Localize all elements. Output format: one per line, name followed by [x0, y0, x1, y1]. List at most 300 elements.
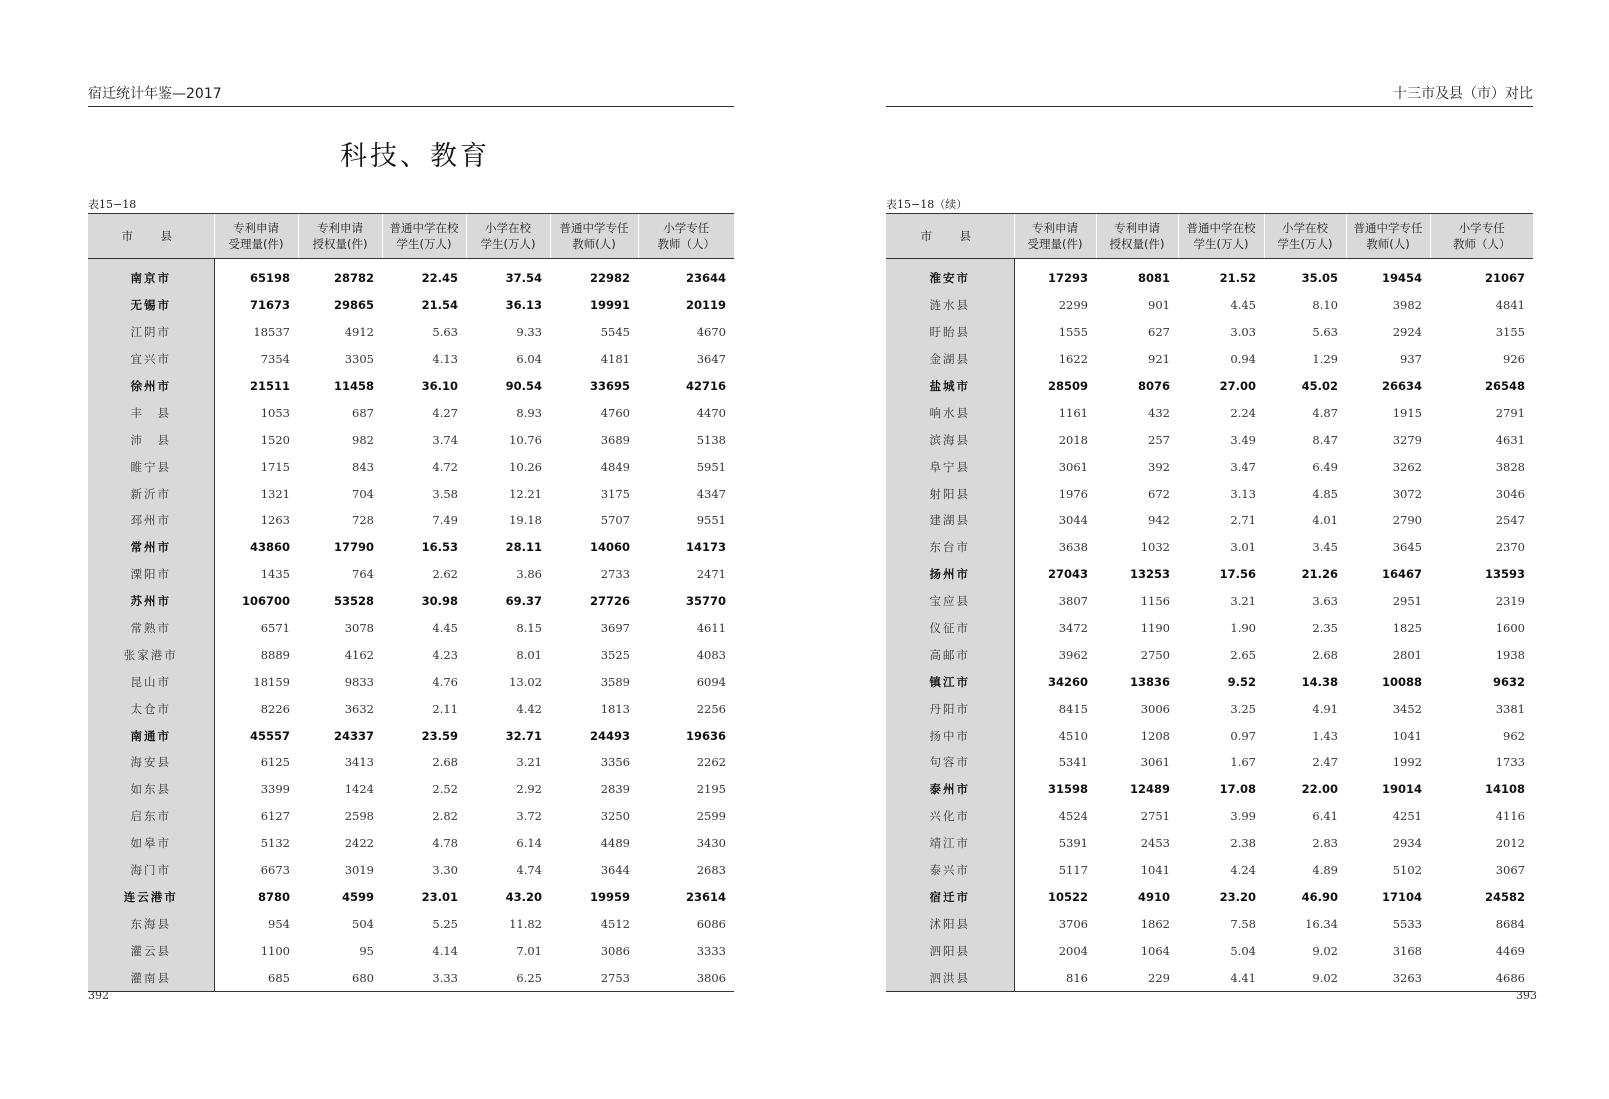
table-cell: 6094 [696, 674, 726, 689]
table-cell: 1733 [1495, 755, 1525, 770]
table-row [886, 641, 1533, 668]
table-cell: 764 [352, 567, 374, 582]
table-cell: 2.52 [432, 782, 458, 797]
table-cell: 16467 [1381, 567, 1422, 582]
table-cell: 23.01 [421, 889, 458, 904]
table-cell: 7354 [260, 352, 290, 367]
table-cell: 4.74 [516, 863, 542, 878]
table-row [886, 722, 1533, 749]
table-cell: 2951 [1392, 594, 1422, 609]
page-number: 393 [1516, 989, 1537, 1002]
table-cell: 680 [298, 964, 382, 991]
table-cell: 2012 [1495, 836, 1525, 851]
table-row [88, 910, 734, 937]
table-cell: 4760 [600, 405, 630, 420]
table-row [886, 830, 1533, 857]
table-cell: 1938 [1495, 647, 1525, 662]
table-cell: 17293 [1047, 271, 1088, 286]
table-cell: 9.02 [1264, 964, 1346, 991]
table-cell: 3.49 [1230, 432, 1256, 447]
table-cell: 2319 [1495, 594, 1525, 609]
table-cell: 2791 [1495, 405, 1525, 420]
table-cell: 229 [1096, 964, 1178, 991]
row-name: 东台市 [886, 534, 1014, 561]
table-label: 表15−18（续） [886, 198, 968, 211]
table-cell: 3168 [1392, 943, 1422, 958]
row-name: 东海县 [88, 910, 214, 937]
table-cell: 4.01 [1312, 513, 1338, 528]
table-cell: 21.54 [421, 298, 458, 313]
table-cell: 35.05 [1301, 271, 1338, 286]
row-name: 新沂市 [88, 480, 214, 507]
table-cell: 2471 [696, 567, 726, 582]
column-header-name: 市 县 [886, 214, 1014, 259]
table-row [886, 883, 1533, 910]
table-cell: 3706 [1058, 916, 1088, 931]
table-cell: 19454 [1381, 271, 1422, 286]
table-cell: 5.63 [432, 325, 458, 340]
table-cell: 18537 [253, 325, 290, 340]
table-cell: 4.45 [432, 621, 458, 636]
table-cell: 23.20 [1219, 889, 1256, 904]
table-cell: 1.67 [1230, 755, 1256, 770]
table-row [88, 292, 734, 319]
table-cell: 24493 [589, 728, 630, 743]
table-cell: 3086 [600, 943, 630, 958]
row-name: 阜宁县 [886, 453, 1014, 480]
table-header-row [88, 214, 734, 259]
table-cell: 7.01 [516, 943, 542, 958]
table-cell: 926 [1503, 352, 1525, 367]
table-cell: 6125 [260, 755, 290, 770]
row-name: 泗阳县 [886, 937, 1014, 964]
table-cell: 2370 [1495, 540, 1525, 555]
table-cell: 9.33 [516, 325, 542, 340]
table-cell: 4631 [1495, 432, 1525, 447]
table-cell: 27726 [589, 594, 630, 609]
table-cell: 5951 [696, 459, 726, 474]
row-name: 海安县 [88, 749, 214, 776]
table-cell: 12489 [1129, 782, 1170, 797]
table-cell: 4.85 [1312, 486, 1338, 501]
table-cell: 28.11 [505, 540, 542, 555]
table-cell: 10522 [1047, 889, 1088, 904]
row-name: 射阳县 [886, 480, 1014, 507]
table-body [886, 259, 1533, 992]
table-cell: 22982 [589, 271, 630, 286]
table-cell: 2.83 [1312, 836, 1338, 851]
row-name: 盐城市 [886, 373, 1014, 400]
table-cell: 1862 [1140, 916, 1170, 931]
table-row [88, 373, 734, 400]
table-cell: 46.90 [1301, 889, 1338, 904]
row-name: 睢宁县 [88, 453, 214, 480]
table-row [88, 453, 734, 480]
table-cell: 90.54 [505, 379, 542, 393]
table-cell: 5391 [1058, 836, 1088, 851]
table-cell: 3250 [600, 809, 630, 824]
table-cell: 6127 [260, 809, 290, 824]
table-cell: 3263 [1346, 964, 1430, 991]
row-name: 常熟市 [88, 615, 214, 642]
row-name: 扬州市 [886, 561, 1014, 588]
table-cell: 2790 [1392, 513, 1422, 528]
table-cell: 4.91 [1312, 701, 1338, 716]
table-cell: 7.58 [1230, 916, 1256, 931]
table-cell: 3067 [1495, 863, 1525, 878]
table-cell: 2733 [600, 567, 630, 582]
table-cell: 3962 [1058, 647, 1088, 662]
row-name: 南京市 [88, 259, 214, 292]
table-row [88, 641, 734, 668]
row-name: 高邮市 [886, 641, 1014, 668]
row-name: 泰兴市 [886, 857, 1014, 884]
table-cell: 43.20 [505, 889, 542, 904]
table-cell: 3828 [1495, 459, 1525, 474]
table-cell: 8.93 [516, 405, 542, 420]
table-cell: 3.45 [1312, 540, 1338, 555]
table-row [886, 668, 1533, 695]
table-row [88, 695, 734, 722]
table-cell: 3.21 [516, 755, 542, 770]
table-cell: 23614 [685, 889, 726, 904]
table-cell: 3072 [1392, 486, 1422, 501]
table-row [88, 588, 734, 615]
table-cell: 9.02 [1312, 943, 1338, 958]
table-cell: 23.59 [421, 728, 458, 743]
table-cell: 3525 [600, 647, 630, 662]
row-name: 泰州市 [886, 776, 1014, 803]
table-cell: 26634 [1381, 379, 1422, 393]
table-cell: 1555 [1058, 325, 1088, 340]
table-row [886, 319, 1533, 346]
table-cell: 1161 [1058, 405, 1088, 420]
table-cell: 42716 [685, 379, 726, 393]
table-cell: 2.68 [1312, 647, 1338, 662]
table-cell: 4116 [1495, 809, 1525, 824]
table-cell: 1825 [1392, 621, 1422, 636]
table-cell: 4.14 [432, 943, 458, 958]
table-cell: 1263 [260, 513, 290, 528]
row-name: 宝应县 [886, 588, 1014, 615]
row-name: 南通市 [88, 722, 214, 749]
table-cell: 1100 [260, 943, 290, 958]
table-cell: 4470 [696, 405, 726, 420]
table-cell: 8889 [260, 647, 290, 662]
table-cell: 4.78 [432, 836, 458, 851]
table-cell: 1915 [1392, 405, 1422, 420]
table-cell: 3.21 [1230, 594, 1256, 609]
table-cell: 504 [352, 916, 374, 931]
table-cell: 3061 [1058, 459, 1088, 474]
column-header: 小学专任 教师（人） [1430, 214, 1533, 259]
table-row [88, 668, 734, 695]
table-cell: 4.76 [432, 674, 458, 689]
column-header-name: 市 县 [88, 214, 214, 259]
table-cell: 2422 [344, 836, 374, 851]
table-cell: 33695 [589, 379, 630, 393]
table-cell: 21.52 [1219, 271, 1256, 286]
table-row [88, 937, 734, 964]
table-cell: 2750 [1140, 647, 1170, 662]
table-cell: 3175 [600, 486, 630, 501]
table-cell: 22.45 [421, 271, 458, 286]
table-cell: 3.86 [516, 567, 542, 582]
table-row [886, 964, 1533, 991]
table-row [88, 883, 734, 910]
table-cell: 4469 [1495, 943, 1525, 958]
running-head: 十三市及县（市）对比 [886, 84, 1533, 107]
table-cell: 36.10 [421, 379, 458, 393]
table-cell: 2924 [1392, 325, 1422, 340]
running-head: 宿迁统计年鉴—2017 [88, 84, 734, 107]
table-cell: 2453 [1140, 836, 1170, 851]
table-cell: 6673 [260, 863, 290, 878]
table-cell: 10.76 [509, 432, 542, 447]
table-cell: 7.49 [432, 513, 458, 528]
table-cell: 3155 [1495, 325, 1525, 340]
table-cell: 3305 [344, 352, 374, 367]
table-cell: 1156 [1140, 594, 1170, 609]
table-cell: 2262 [696, 755, 726, 770]
table-cell: 23644 [685, 271, 726, 286]
table-cell: 1.90 [1230, 621, 1256, 636]
table-cell: 0.97 [1230, 728, 1256, 743]
table-cell: 26548 [1484, 379, 1525, 393]
column-header: 普通中学在校 学生(万人) [1178, 214, 1264, 259]
table-cell: 1520 [260, 432, 290, 447]
table-cell: 4.87 [1312, 405, 1338, 420]
table-row [88, 480, 734, 507]
table-row [88, 507, 734, 534]
table-cell: 21.26 [1301, 567, 1338, 582]
table-cell: 5132 [260, 836, 290, 851]
table-cell: 5545 [600, 325, 630, 340]
table-cell: 13593 [1484, 567, 1525, 582]
table-cell: 2.65 [1230, 647, 1256, 662]
row-name: 连云港市 [88, 883, 214, 910]
row-name: 海门市 [88, 857, 214, 884]
table-cell: 2801 [1392, 647, 1422, 662]
table-row [88, 722, 734, 749]
page-number: 392 [88, 989, 109, 1002]
table-cell: 69.37 [505, 594, 542, 609]
table-cell: 685 [214, 964, 298, 991]
left-page [0, 0, 804, 1099]
row-name: 盱眙县 [886, 319, 1014, 346]
row-name: 无锡市 [88, 292, 214, 319]
table-cell: 24582 [1484, 889, 1525, 904]
table-cell: 2.68 [432, 755, 458, 770]
row-name: 常州市 [88, 534, 214, 561]
column-header: 普通中学专任 教师(人) [550, 214, 638, 259]
table-row [88, 776, 734, 803]
table-row [886, 292, 1533, 319]
table-row [886, 588, 1533, 615]
row-name: 涟水县 [886, 292, 1014, 319]
table-cell: 5341 [1058, 755, 1088, 770]
table-cell: 4.72 [432, 459, 458, 474]
table-cell: 901 [1148, 298, 1170, 313]
table-cell: 8081 [1137, 271, 1170, 286]
table-cell: 35770 [685, 594, 726, 609]
table-cell: 3006 [1140, 701, 1170, 716]
table-cell: 3413 [344, 755, 374, 770]
table-cell: 19959 [589, 889, 630, 904]
column-header: 普通中学专任 教师(人) [1346, 214, 1430, 259]
table-cell: 1813 [600, 701, 630, 716]
table-row [886, 749, 1533, 776]
table-cell: 22.00 [1301, 782, 1338, 797]
table-cell: 2.11 [432, 701, 458, 716]
table-row [886, 480, 1533, 507]
table-row [886, 346, 1533, 373]
column-header: 小学在校 学生(万人) [1264, 214, 1346, 259]
table-cell: 3.01 [1230, 540, 1256, 555]
table-cell: 4512 [600, 916, 630, 931]
table-cell: 8684 [1495, 916, 1525, 931]
table-cell: 21067 [1484, 271, 1525, 286]
table-cell: 6.14 [516, 836, 542, 851]
table-cell: 687 [352, 405, 374, 420]
table-cell: 3381 [1495, 701, 1525, 716]
table-cell: 3.63 [1312, 594, 1338, 609]
table-cell: 1976 [1058, 486, 1088, 501]
row-name: 泗洪县 [886, 964, 1014, 991]
table-cell: 4849 [600, 459, 630, 474]
table-cell: 31598 [1047, 782, 1088, 797]
table-cell: 30.98 [421, 594, 458, 609]
table-cell: 2.47 [1312, 755, 1338, 770]
table-cell: 14108 [1484, 782, 1525, 797]
table-cell: 2256 [696, 701, 726, 716]
table-cell: 27.00 [1219, 379, 1256, 393]
table-cell: 14.38 [1301, 674, 1338, 689]
table-cell: 728 [352, 513, 374, 528]
table-cell: 9632 [1492, 674, 1525, 689]
table-cell: 954 [268, 916, 290, 931]
table-cell: 3452 [1392, 701, 1422, 716]
table-cell: 17790 [333, 540, 374, 555]
table-cell: 45557 [249, 728, 290, 743]
table-cell: 10088 [1381, 674, 1422, 689]
table-cell: 6.49 [1312, 459, 1338, 474]
table-cell: 13253 [1129, 567, 1170, 582]
table-cell: 1992 [1392, 755, 1422, 770]
table-cell: 3279 [1392, 432, 1422, 447]
table-header-row [886, 214, 1533, 259]
row-name: 仪征市 [886, 615, 1014, 642]
table-cell: 1321 [260, 486, 290, 501]
table-cell: 3.30 [432, 863, 458, 878]
table-row [88, 319, 734, 346]
table-cell: 4083 [696, 647, 726, 662]
table-cell: 1715 [260, 459, 290, 474]
table-cell: 4910 [1137, 889, 1170, 904]
table-cell: 43860 [249, 540, 290, 555]
table-cell: 20119 [685, 298, 726, 313]
table-cell: 3333 [696, 943, 726, 958]
table-cell: 1622 [1058, 352, 1088, 367]
table-cell: 5533 [1392, 916, 1422, 931]
table-cell: 95 [359, 943, 374, 958]
table-cell: 6.41 [1312, 809, 1338, 824]
table-cell: 8226 [260, 701, 290, 716]
table-cell: 2.62 [432, 567, 458, 582]
table-cell: 4.41 [1178, 964, 1264, 991]
table-cell: 4.27 [432, 405, 458, 420]
table-cell: 962 [1503, 728, 1525, 743]
table-cell: 8415 [1058, 701, 1088, 716]
table-cell: 3.25 [1230, 701, 1256, 716]
table-cell: 4181 [600, 352, 630, 367]
table-row [88, 749, 734, 776]
table-cell: 1032 [1140, 540, 1170, 555]
table-row [88, 534, 734, 561]
table-cell: 3.72 [516, 809, 542, 824]
table-cell: 816 [1014, 964, 1096, 991]
table-cell: 5138 [696, 432, 726, 447]
table-cell: 2.24 [1230, 405, 1256, 420]
table-cell: 3645 [1392, 540, 1422, 555]
table-cell: 14060 [589, 540, 630, 555]
table-cell: 2.92 [516, 782, 542, 797]
table-cell: 2004 [1058, 943, 1088, 958]
table-cell: 982 [352, 432, 374, 447]
table-cell: 19991 [589, 298, 630, 313]
table-cell: 9551 [696, 513, 726, 528]
row-name: 沭阳县 [886, 910, 1014, 937]
table-cell: 8.15 [516, 621, 542, 636]
row-name: 扬中市 [886, 722, 1014, 749]
table-cell: 29865 [333, 298, 374, 313]
table-cell: 8780 [257, 889, 290, 904]
table-cell: 2598 [344, 809, 374, 824]
table-row [886, 453, 1533, 480]
table-cell: 3.99 [1230, 809, 1256, 824]
table-cell: 4611 [696, 621, 726, 636]
table-cell: 5707 [600, 513, 630, 528]
table-row [88, 857, 734, 884]
table-row [886, 426, 1533, 453]
table-row [886, 399, 1533, 426]
table-cell: 13.02 [509, 674, 542, 689]
table-cell: 3589 [600, 674, 630, 689]
table-cell: 6571 [260, 621, 290, 636]
row-name: 建湖县 [886, 507, 1014, 534]
table-cell: 4489 [600, 836, 630, 851]
table-cell: 3647 [696, 352, 726, 367]
table-cell: 2599 [696, 809, 726, 824]
table-row [886, 615, 1533, 642]
column-header: 普通中学在校 学生(万人) [382, 214, 466, 259]
row-name: 沛 县 [88, 426, 214, 453]
table-cell: 3644 [600, 863, 630, 878]
table-cell: 65198 [249, 271, 290, 286]
table-cell: 27043 [1047, 567, 1088, 582]
table-cell: 0.94 [1230, 352, 1256, 367]
table-cell: 11458 [333, 379, 374, 393]
row-name: 金湖县 [886, 346, 1014, 373]
table-row [886, 373, 1533, 400]
table-cell: 3061 [1140, 755, 1170, 770]
table-cell: 1435 [260, 567, 290, 582]
table-cell: 3472 [1058, 621, 1088, 636]
table-row [886, 937, 1533, 964]
table-cell: 2299 [1058, 298, 1088, 313]
table-cell: 2753 [550, 964, 638, 991]
table-cell: 2.35 [1312, 621, 1338, 636]
